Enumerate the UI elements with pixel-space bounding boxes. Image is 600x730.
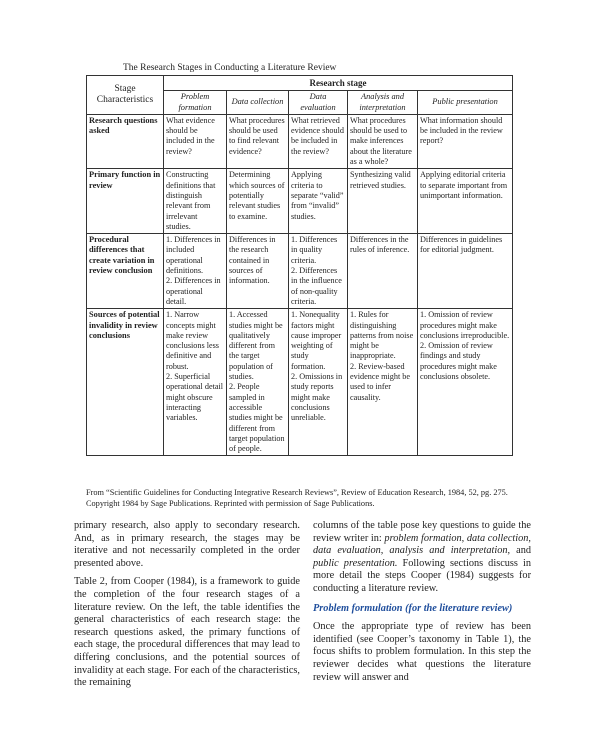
row-header: Primary function in review: [87, 169, 164, 234]
italic-terms: problem formation, data collection, data evaluation, analysis and interpretation,: [313, 532, 531, 557]
table-cell: 1. Accessed studies might be qualitatively different from the target population of studies. 2. People sampled in accessible studies might be different from target population of people.: [227, 309, 289, 456]
table-cell: 1. Nonequality factors might cause improper weighting of study formation. 2. Omissions in study reports might make conclusions unreliable.: [289, 309, 348, 456]
column-header: Data collection: [227, 91, 289, 115]
table-cell: 1. Differences in included operational definitions. 2. Differences in operational detail.: [164, 234, 227, 309]
table-row: [87, 114, 513, 168]
table-row: [87, 234, 513, 309]
research-stage-header: Research stage: [164, 76, 513, 91]
table-cell: What procedures should be used to make inferences about the literature as a whole?: [348, 114, 418, 168]
table-cell: Differences in guidelines for editorial judgment.: [418, 234, 513, 309]
table-cell: 1. Differences in quality criteria. 2. Differences in the influence of non-quality criteria.: [289, 234, 348, 309]
table-cell: Synthesizing valid retrieved studies.: [348, 169, 418, 234]
row-header: Research questions asked: [87, 114, 164, 168]
paragraph: Table 2, from Cooper (1984), is a framework to guide the completion of the four research stages of a literature review. On the left, the table identifies the general characteristics of each research stage: the research questions asked, the primary functions of each stage, the procedural differences that may lead to differing conclusions, and the potential sources of invalidity at each stage. For each of the characteristics, the remaining: [74, 576, 300, 689]
table-cell: 1. Omission of review procedures might make conclusions irreproducible. 2. Omission of review findings and study procedures might make conclusions obsolete.: [418, 309, 513, 456]
table-cell: 1. Rules for distinguishing patterns from noise might be inappropriate. 2. Review-based evidence might be used to infer causality.: [348, 309, 418, 456]
table-cell: 1. Narrow concepts might make review conclusions less definitive and robust. 2. Superficial operational detail might obscure interacting variables.: [164, 309, 227, 456]
table-cell: What procedures should be used to find relevant evidence?: [227, 114, 289, 168]
column-header: Problem formation: [164, 91, 227, 115]
table-title: The Research Stages in Conducting a Literature Review: [123, 63, 337, 73]
table-cell: Differences in the research contained in sources of information.: [227, 234, 289, 309]
research-stages-table: [86, 75, 513, 456]
table-cell: What evidence should be included in the review?: [164, 114, 227, 168]
paragraph: Once the appropriate type of review has been identified (see Cooper’s taxonomy in Table 1), the focus shifts to problem formulation. In this step the reviewer decides what questions the literature review will answer and: [313, 621, 531, 683]
table-row: [87, 169, 513, 234]
body-column-right: [313, 520, 531, 684]
section-subheading: Problem formulation (for the literature review): [313, 602, 513, 614]
paragraph: columns of the table pose key questions to guide the review writer in: problem formation, data collection, data evaluation, analysis and interpretation, and public presentation. Following sections discuss in more detail the steps Cooper (1984) suggests for conducting a literature review.: [313, 520, 532, 594]
table-cell: Applying editorial criteria to separate important from unimportant information.: [418, 169, 513, 234]
table-cell: What retrieved evidence should be included in the review?: [289, 114, 348, 168]
table-cell: Constructing definitions that distinguish relevant from irrelevant studies.: [164, 169, 227, 234]
table-cell: Determining which sources of potentially relevant studies to examine.: [227, 169, 289, 234]
table-cell: What information should be included in the review report?: [418, 114, 513, 168]
table-row: [87, 309, 513, 456]
row-header: Procedural differences that create variation in review conclusion: [87, 234, 164, 309]
table-cell: Applying criteria to separate “valid” from “invalid” studies.: [289, 169, 348, 234]
stage-characteristics-header: Stage Characteristics: [87, 76, 164, 115]
column-header: Public presentation: [418, 91, 513, 115]
italic-term: public presentation.: [313, 557, 398, 569]
paragraph: primary research, also apply to secondary research. And, as in primary research, the stages may be iterative and not necessarily completed in the order presented above.: [74, 520, 300, 569]
column-header: Data evaluation: [289, 91, 348, 115]
table-source-note: From “Scientific Guidelines for Conducting Integrative Research Reviews”, Review of Education Research, 1984, 52, pg. 275. Copyright 1984 by Sage Publications. Reprinted with permission of Sage Publications.: [86, 488, 508, 508]
row-header: Sources of potential invalidity in review conclusions: [87, 309, 164, 456]
table-cell: Differences in the rules of inference.: [348, 234, 418, 309]
body-column-left: [74, 520, 300, 690]
column-header: Analysis and interpretation: [348, 91, 418, 115]
